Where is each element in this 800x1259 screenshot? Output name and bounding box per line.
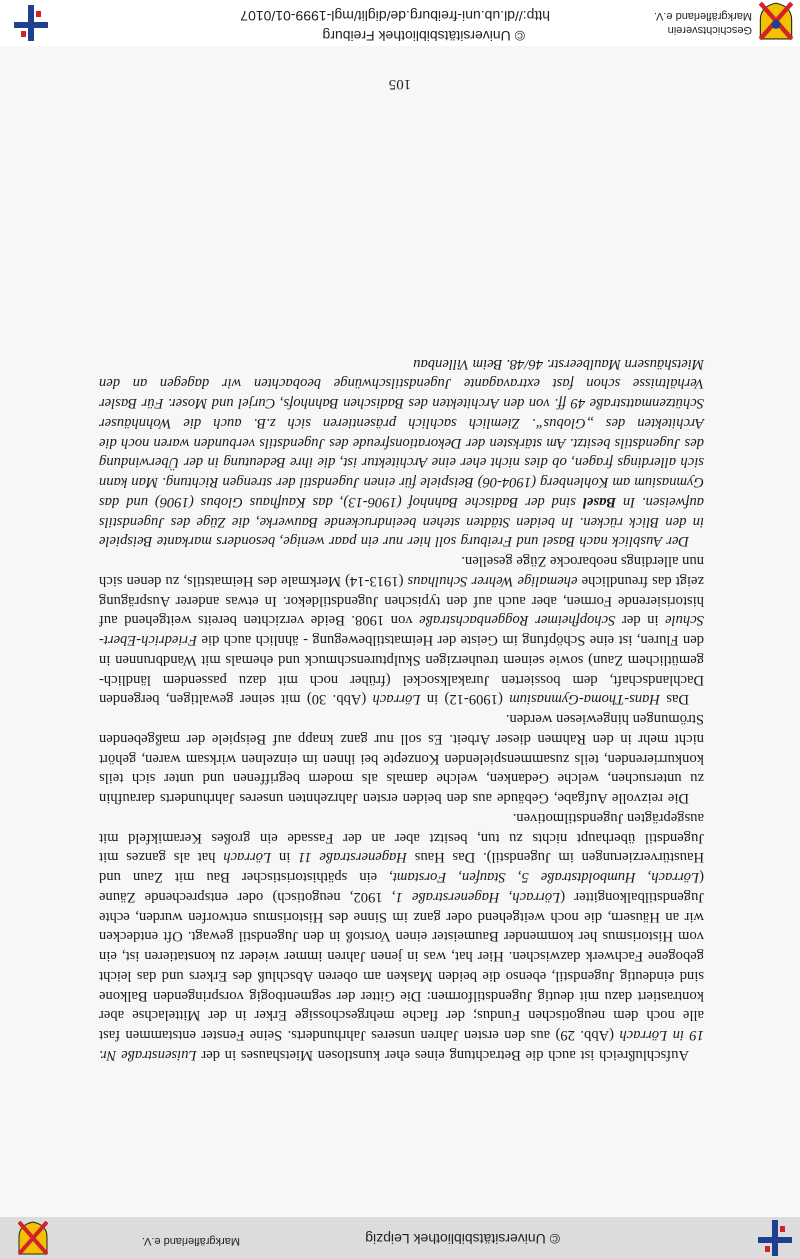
italic-run: Lörrach, Humboldtstraße 5, Staufen, Forstamt (392, 869, 700, 886)
text-run: (1913-14) Merkmale des Heimatstils, zu denen sich nun allerdings neobarocke Züge gesellen. (98, 553, 704, 589)
text-run: Das (659, 691, 689, 708)
text-run: in der (615, 612, 666, 629)
society-shield-logo (18, 1221, 48, 1255)
text-run: hat als ganzes mit Jugendstil überhaupt nichts zu tun, besitzt aber an der Fassade ein großes Keramikfeld mit ausgeprägten Jugendstilmotiven. (99, 810, 704, 866)
text-run: Die reizvolle Aufgabe, Gebäude aus den beiden ersten Jahrzehnten unseres Jahrhunderts daraufhin zu untersuchen, welche Gedanken, welche damals als modern begriffenen und unter sich teils konkurrierenden, teils zusammenspielenden Konzepte bei ihnen im einzelnen wirksam waren, gehört nicht mehr in den Rahmen dieser Arbeit. Es soll nur ganz knapp auf Beispiele der maßgebenden Strömungen hingewiesen werden. (99, 711, 704, 807)
footer-url[interactable]: http://dl.ub.uni-freiburg.de/diglit/mgl-1999-01/0107 (240, 8, 550, 24)
paragraph (99, 709, 704, 808)
italic-run: Luisenstraße Nr. 19 in Lörrach (98, 1027, 704, 1063)
text-run: von 1908. Beide verzichten bereits weitgehend auf historisierende Formen, aber auch auf den typischen Jugendstildekor. In etwas anderer Ausprägung zeigt das freundliche (99, 573, 704, 629)
bold-run: Basel (582, 494, 617, 510)
society-name: Markgräflerland e.V. (141, 1235, 240, 1247)
italic-run: Lörrach (223, 849, 272, 866)
italic-run: Hans-Thoma-Gymnasium (509, 691, 660, 708)
page-number: 105 (388, 76, 412, 92)
italic-run: Lörrach, Hagenerstraße 1 (395, 889, 561, 905)
scanned-page (0, 46, 800, 1217)
footer-society-line1: Geschichtsverein (667, 24, 752, 36)
italic-run: Lörrach (372, 691, 421, 708)
header-bar (0, 1216, 800, 1259)
italic-run: sind der Badische Bahnhof (1906-13), das Kaufhaus Globus (1906) und das Gymnasium am Kohlenberg (1904-06) Beispiele für einen Jugendstil der strengen Richtung. Man kann sich allerdings fragen, ob dies nicht eher eine Architektur ist, die ihre Bedeutung in der Überwindung des Jugendstils besitzt. Am stärksten der Dekorationsfreude des Jugendstils verbunden waren noch die Architekten des „Globus“. Ziemlich sachlich präsentieren sich z.B. auch die Wohnhäuser Schützenmattstraße 49 ff. von den Architekten des Badischen Bahnhofs, Curjel und Moser. Für Basler Verhältnisse schon fast extravagante Jugendstilschwünge beobachten wir dagegen an den Mietshäusern Maulbeerstr. 46/48. Beim Villenbau (99, 355, 704, 510)
italic-run: Friedrich-Ebert-Schule (99, 612, 704, 649)
italic-run: Hagenerstraße 11 (298, 849, 407, 866)
text-run: (Abb. 29) aus den ersten Jahren unseres Jahrhunderts. Seine Fenster entstammen fast alle noch dem neugotischen Fundus; der flache mehrgeschossige Erker in der Mittelachse aber kontrastiert dazu mit deutig Jugendstilformen: Die Gitter der segmentbogig vorspringenden Balkone sind eindeutig Jugendstil, ebenso die beiden Masken am oberen Abschluß des Erkers und das leicht gebogene Fachwerk dazwischen. Hier hat, was in jenen Jahren immer wieder zu konstatieren ist, ein vom Historismus her kommender Baumeister einen Vorstoß in den Jugendstil gewagt. Oft entdecken wir an Häusern, die noch weitgehend oder ganz im Sinne des Historismus entworfen wurden, echte Jugendstilbalkongitter ( (99, 889, 704, 1044)
library-copyright: © Universitätsbibliothek Leipzig (365, 1231, 560, 1247)
footer-bar (0, 0, 800, 46)
body-text (99, 353, 704, 1064)
text-run: Aufschlußreich ist auch die Betrachtung eines eher kunstlosen Mietshauses in der (196, 1047, 689, 1063)
italic-run: Schopfheimer Roggenbachstraße (419, 612, 616, 629)
university-cross-logo-footer (14, 5, 48, 41)
text-run: , ein späthistoristischer Bau mit Zaun und Haustürverzierungen im Jugendstil). Das Haus (99, 849, 704, 886)
paragraph (99, 551, 704, 709)
text-run: (1909-12) in (420, 691, 510, 708)
footer-society-line2: Markgräflerland e.V. (653, 10, 752, 22)
footer-library: © Universitätsbibliothek Freiburg (322, 28, 525, 44)
text-run: (Abb. 30) mit seiner gewaltigen, bergenden Dachlandschaft, dem bossierten Jurakalksockel (früher noch mit dazu passendem ländlich-gemütlichem Zaun) sowie seinem treuherzigen Skulpturenschmuck und ehemals mit Wandbrunnen in den Fluren, ist eine Schöpfung im Geiste der Heimatstilbewegung - ähnlich auch die (99, 632, 704, 708)
text-run: in (271, 849, 299, 866)
university-cross-logo (758, 1220, 792, 1256)
text-run: , 1902, neugotisch) oder entsprechende Zäune ( (99, 869, 704, 905)
italic-run: Der Ausblick nach Basel und Freiburg soll hier nur ein paar wenige, besonders markante Beispiele in den Blick rücken. In beiden Städten stehen beeindruckende Bauwerke, die Züge des Jugendstils aufweisen. In (99, 494, 704, 550)
society-shield-logo-footer (758, 2, 794, 40)
paragraph (99, 807, 704, 1064)
paragraph (99, 353, 704, 551)
italic-run: ehemalige Wehrer Schulhaus (407, 573, 578, 589)
